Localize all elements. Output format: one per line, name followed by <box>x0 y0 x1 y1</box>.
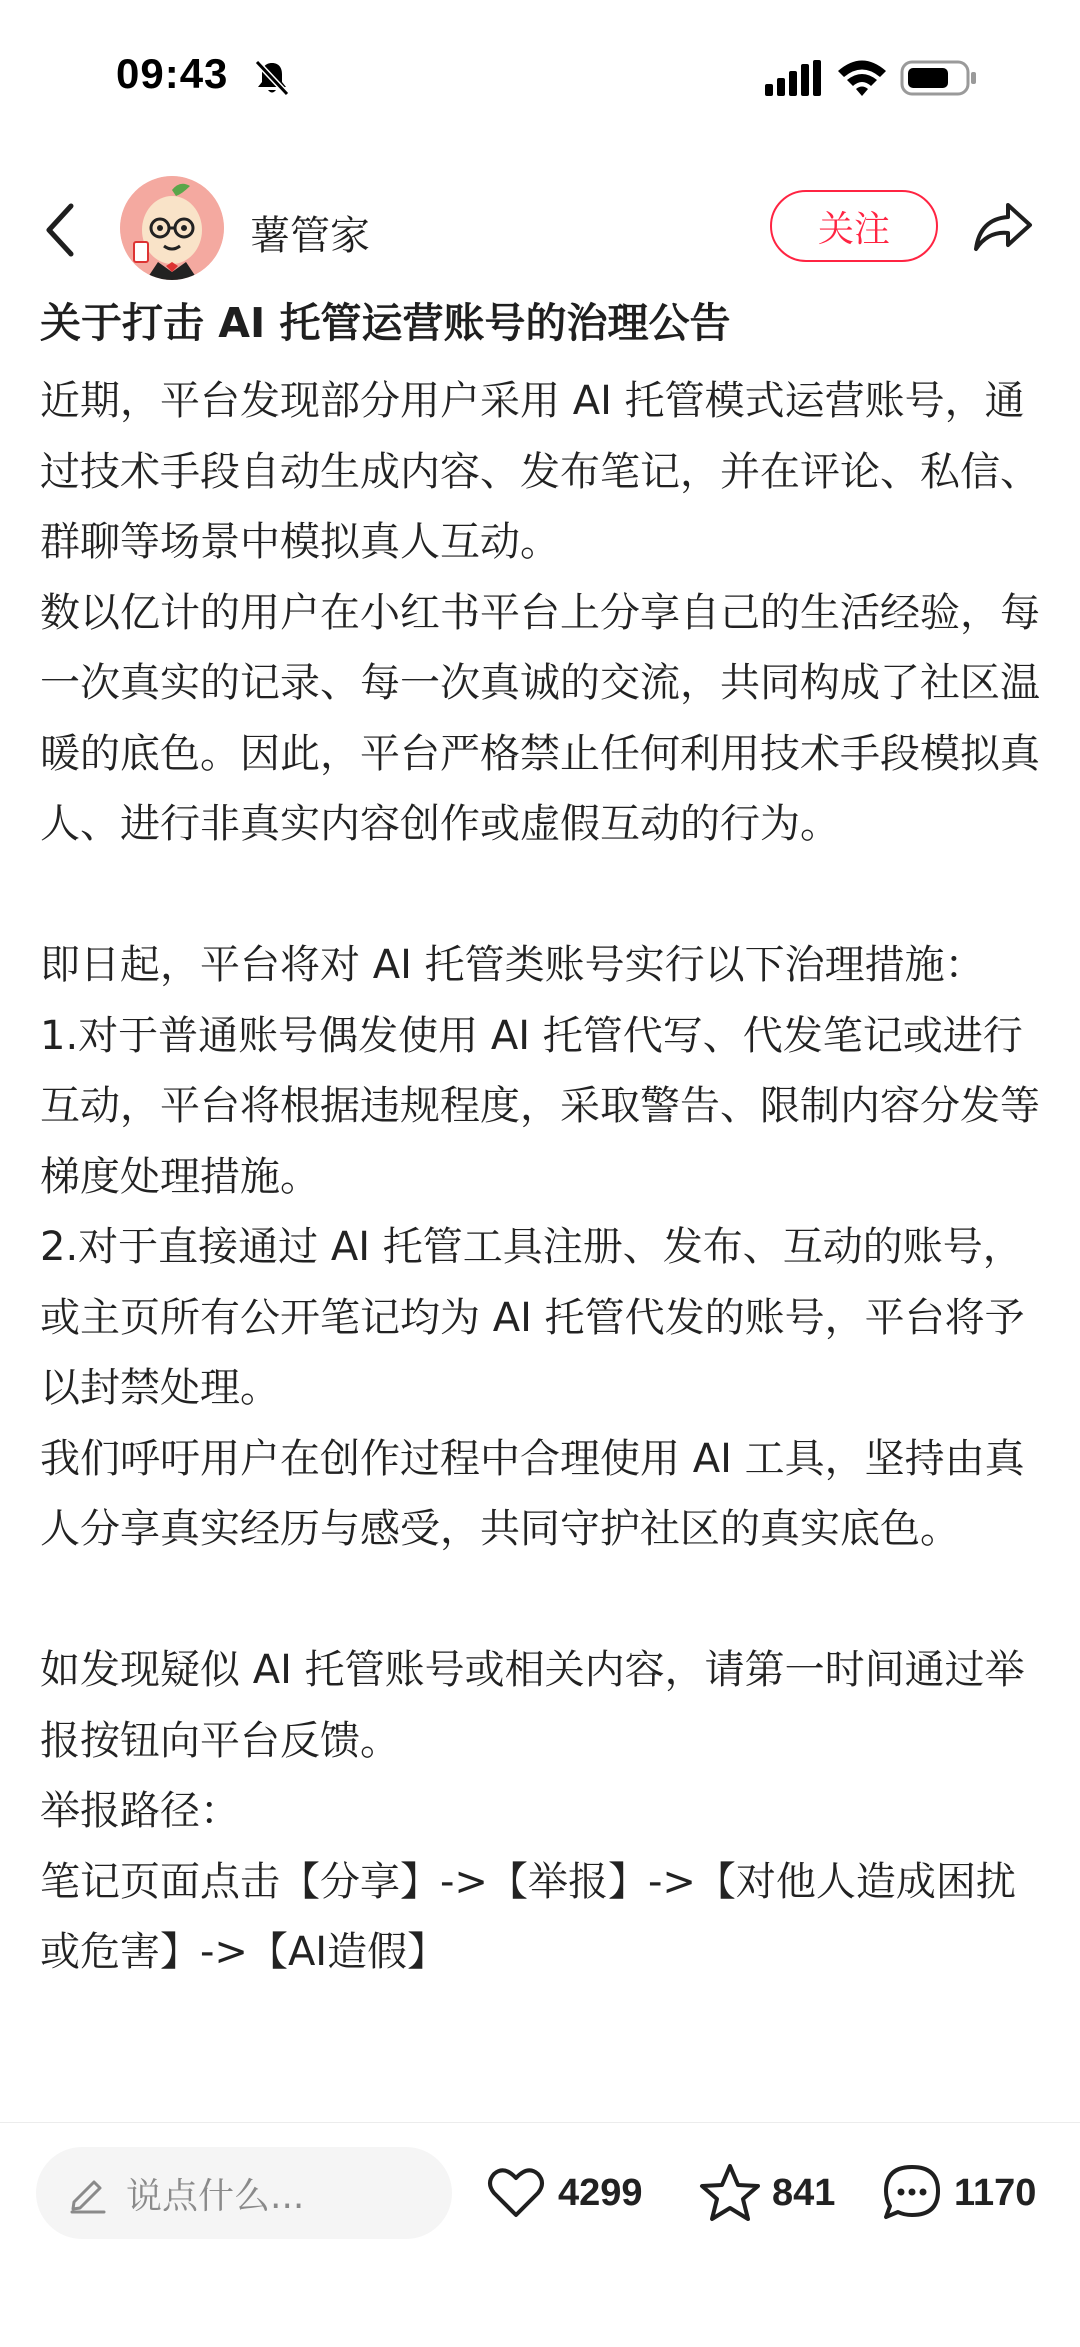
pencil-icon <box>66 2172 108 2214</box>
note-paragraph: 即日起，平台将对 AI 托管类账号实行以下治理措施： <box>40 942 985 988</box>
back-arrow-icon <box>43 200 77 260</box>
avatar-mascot-icon <box>120 176 224 280</box>
comment-count: 1170 <box>954 2171 1037 2214</box>
comment-bubble-icon <box>880 2161 944 2225</box>
note-paragraph: 笔记页面点击【分享】->【举报】->【对他人造成困扰或危害】->【AI造假】 <box>40 1858 1016 1975</box>
signal-icon <box>765 60 821 96</box>
status-bar <box>0 0 1080 150</box>
note-paragraph: 如发现疑似 AI 托管账号或相关内容，请第一时间通过举报按钮向平台反馈。 <box>40 1647 1025 1764</box>
note-paragraph: 举报路径： <box>40 1788 240 1834</box>
note-title: 关于打击 AI 托管运营账号的治理公告 <box>40 299 731 347</box>
wifi-icon <box>836 58 888 98</box>
author-name[interactable]: 薯管家 <box>250 213 370 259</box>
comment-button[interactable] <box>880 2147 1036 2239</box>
note-paragraph: 我们呼吁用户在创作过程中合理使用 AI 工具，坚持由真人分享真实经历与感受，共同守护社区的真实底色。 <box>40 1435 1025 1552</box>
share-arrow-icon <box>972 199 1034 255</box>
like-count: 4299 <box>558 2171 643 2214</box>
paragraph-spacer <box>40 860 1040 931</box>
follow-button[interactable]: 关注 <box>770 190 938 262</box>
status-time: 09:43 <box>116 50 229 97</box>
note-paragraph: 2.对于直接通过 AI 托管工具注册、发布、互动的账号，或主页所有公开笔记均为 AI 托管代发的账号，平台将予以封禁处理。 <box>40 1224 1025 1411</box>
paragraph-spacer <box>40 1565 1040 1636</box>
collect-count: 841 <box>772 2171 836 2214</box>
star-icon <box>698 2161 762 2225</box>
share-button[interactable] <box>968 192 1038 262</box>
note-paragraph: 1.对于普通账号偶发使用 AI 托管代写、代发笔记或进行互动，平台将根据违规程度，采取警告、限制内容分发等梯度处理措施。 <box>40 1012 1040 1200</box>
bottom-bar <box>0 2122 1080 2347</box>
avatar[interactable] <box>120 176 224 280</box>
comment-input[interactable] <box>36 2147 452 2239</box>
comment-placeholder: 说点什么... <box>126 2175 305 2217</box>
note-paragraph: 近期，平台发现部分用户采用 AI 托管模式运营账号，通过技术手段自动生成内容、发布笔记，并在评论、私信、群聊等场景中模拟真人互动。 <box>40 378 1040 565</box>
note-content <box>40 290 1040 2120</box>
battery-icon <box>900 58 980 98</box>
note-paragraph: 数以亿计的用户在小红书平台上分享自己的生活经验，每一次真实的记录、每一次真诚的交流，共同构成了社区温暖的底色。因此，平台严格禁止任何利用技术手段模拟真人、进行非真实内容创作或虚假互动的行为。 <box>40 589 1040 847</box>
back-button[interactable] <box>30 190 90 270</box>
note-header <box>0 170 1080 290</box>
collect-button[interactable] <box>698 2147 835 2239</box>
like-button[interactable] <box>484 2147 643 2239</box>
heart-icon <box>484 2161 548 2225</box>
bell-muted-icon <box>252 58 292 98</box>
